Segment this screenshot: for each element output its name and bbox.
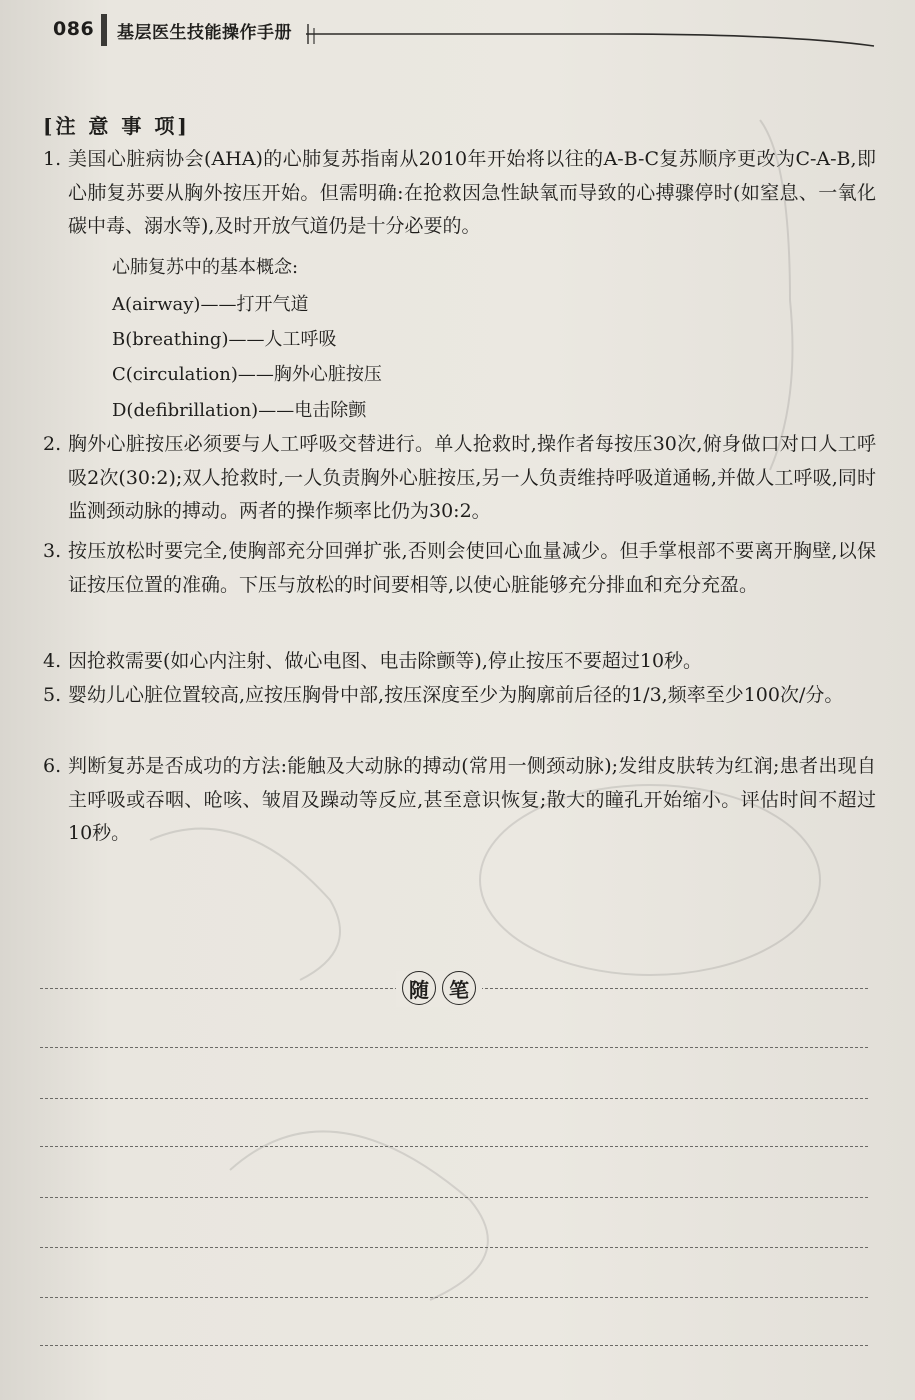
- notes-line: [40, 1098, 868, 1099]
- list-item-text: 判断复苏是否成功的方法:能触及大动脉的搏动(常用一侧颈动脉);发绀皮肤转为红润;患者出现自主呼吸或吞咽、呛咳、皱眉及躁动等反应,甚至意识恢复;散大的瞳孔开始缩小。评估时间不超过10秒。: [68, 755, 876, 844]
- list-item-text: 美国心脏病协会(AHA)的心肺复苏指南从2010年开始将以往的A-B-C复苏顺序更改为C-A-B,即心肺复苏要从胸外按压开始。但需明确:在抢救因急性缺氧而导致的心搏骤停时(如窒息、一氧化碳中毒、溺水等),及时开放气道仍是十分必要的。: [68, 148, 876, 237]
- notes-title: [396, 971, 482, 1007]
- notes-line: [40, 1297, 868, 1298]
- concepts-title: 心肺复苏中的基本概念:: [112, 257, 299, 278]
- list-item-number: 1.: [43, 148, 62, 170]
- header-rule: [306, 26, 876, 48]
- notes-line: [40, 1247, 868, 1248]
- list-item-number: 2.: [43, 433, 62, 455]
- concept-line: C(circulation)——胸外心脏按压: [112, 364, 382, 385]
- list-item-number: 6.: [43, 755, 62, 777]
- list-item: [43, 645, 876, 679]
- list-item-text: 按压放松时要完全,使胸部充分回弹扩张,否则会使回心血量减少。但手掌根部不要离开胸壁,以保证按压位置的准确。下压与放松的时间要相等,以使心脏能够充分排血和充分充盈。: [68, 540, 876, 596]
- list-item: [43, 679, 876, 713]
- list-item: [43, 535, 876, 602]
- concept-line: B(breathing)——人工呼吸: [112, 329, 337, 350]
- list-item: [43, 143, 876, 244]
- page-number: 086: [53, 18, 95, 40]
- list-item-text: 婴幼儿心脏位置较高,应按压胸骨中部,按压深度至少为胸廓前后径的1/3,频率至少100次/分。: [68, 684, 844, 706]
- concept-line: D(defibrillation)——电击除颤: [112, 400, 367, 421]
- page-header: [0, 0, 915, 60]
- notes-line: [40, 1345, 868, 1346]
- section-title: [注 意 事 项]: [43, 114, 190, 138]
- notes-line: [40, 1047, 868, 1048]
- concept-line: A(airway)——打开气道: [112, 294, 309, 315]
- list-item: [43, 750, 876, 851]
- list-item-number: 3.: [43, 540, 62, 562]
- header-divider-bar: [101, 14, 107, 46]
- book-title: 基层医生技能操作手册: [117, 23, 292, 43]
- list-item: [43, 428, 876, 529]
- notes-title-char: 随: [402, 971, 436, 1005]
- notes-line: [40, 1146, 868, 1147]
- list-item-number: 5.: [43, 684, 62, 706]
- notes-title-char: 笔: [442, 971, 476, 1005]
- list-item-text: 胸外心脏按压必须要与人工呼吸交替进行。单人抢救时,操作者每按压30次,俯身做口对口人工呼吸2次(30:2);双人抢救时,一人负责胸外心脏按压,另一人负责维持呼吸道通畅,并做人工呼吸,同时监测颈动脉的搏动。两者的操作频率比仍为30:2。: [68, 433, 876, 522]
- notes-line: [40, 1197, 868, 1198]
- list-item-number: 4.: [43, 650, 62, 672]
- list-item-text: 因抢救需要(如心内注射、做心电图、电击除颤等),停止按压不要超过10秒。: [68, 650, 703, 672]
